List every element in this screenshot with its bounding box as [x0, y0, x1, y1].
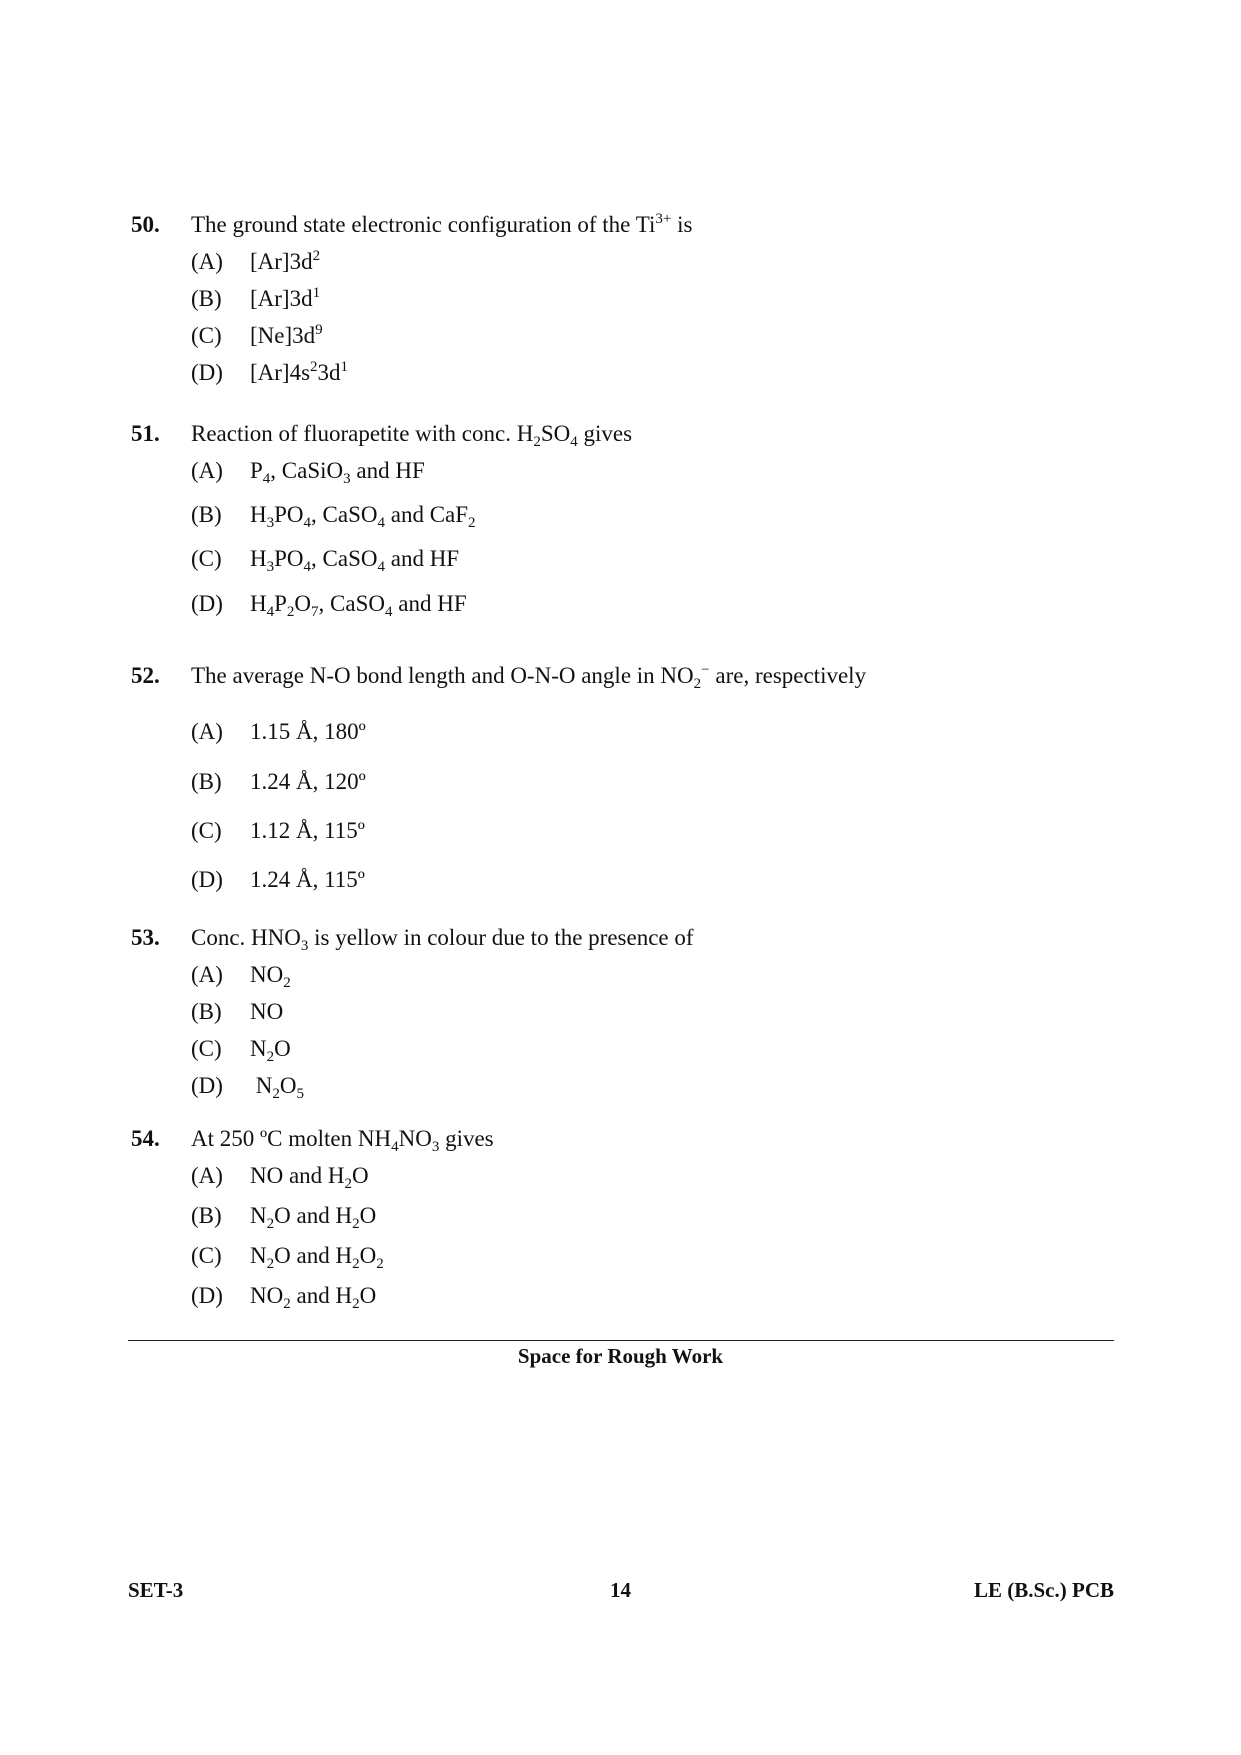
option-b: (B) $H_3PO_4$, CaSO$_4$ and CaF$_2$ [191, 502, 476, 531]
option-a: (A) $NO_2$ [191, 962, 291, 991]
question-stem: Conc. $HNO_3$ is yellow in colour due to the presence of [191, 925, 694, 954]
question-stem: The ground state electronic configuration of the $Ti^{3+}$ is [191, 211, 693, 237]
option-d: (D) $N_2O_5$ [191, 1073, 304, 1102]
option-c: (C) $H_3PO_4$, CaSO$_4$ and HF [191, 546, 460, 575]
option-b: (B) $[Ar]3d^1$ [191, 285, 321, 311]
question-54 [131, 1125, 1131, 1312]
question-number: 54. [131, 1126, 160, 1151]
option-b: (B) NO [191, 999, 284, 1024]
option-a: (A) $[Ar]3d^2$ [191, 248, 321, 274]
question-stem: Reaction of fluorapetite with conc. $H_2SO_4$ gives [191, 421, 633, 450]
option-b: (B) 1.24 Å, 120º [191, 769, 366, 794]
option-c: (C) 1.12 Å, 115º [191, 818, 365, 843]
question-52 [131, 662, 1131, 892]
question-50 [131, 211, 1131, 385]
question-number: 50. [131, 212, 160, 237]
option-b: (B) $N_2O$ and $H_2O$ [191, 1203, 377, 1232]
option-d: (D) $NO_2$ and $H_2O$ [191, 1283, 377, 1312]
question-stem: The average N-O bond length and O-N-O angle in $NO_2^-$ are, respectively [191, 662, 867, 692]
question-number: 53. [131, 925, 160, 950]
option-c: (C) $[Ne]3d^9$ [191, 322, 323, 348]
option-a: (A) NO and $H_2O$ [191, 1163, 369, 1192]
option-d: (D) $[Ar]4s^23d^1$ [191, 359, 349, 385]
option-d: (D) 1.24 Å, 115º [191, 867, 365, 892]
question-53 [131, 924, 1131, 1102]
rough-work-label: Space for Rough Work [517, 1344, 724, 1368]
footer-page-number: 14 [610, 1578, 631, 1602]
footer-set: SET-3 [128, 1578, 184, 1602]
divider-rule [128, 1340, 1114, 1341]
question-51 [131, 420, 1131, 620]
option-c: (C) $N_2O$ and $H_2O_2$ [191, 1243, 384, 1272]
footer-code: LE (B.Sc.) PCB [973, 1578, 1114, 1602]
question-number: 51. [131, 421, 160, 446]
question-stem: At 250 ºC molten $NH_4NO_3$ gives [191, 1126, 494, 1155]
option-d: (D) $H_4P_2O_7$, CaSO$_4$ and HF [191, 591, 467, 620]
option-c: (C) $N_2O$ [191, 1036, 291, 1065]
question-number: 52. [131, 663, 160, 688]
option-a: (A) 1.15 Å, 180º [191, 719, 366, 744]
option-a: (A) $P_4$, CaSiO$_3$ and HF [191, 458, 425, 487]
